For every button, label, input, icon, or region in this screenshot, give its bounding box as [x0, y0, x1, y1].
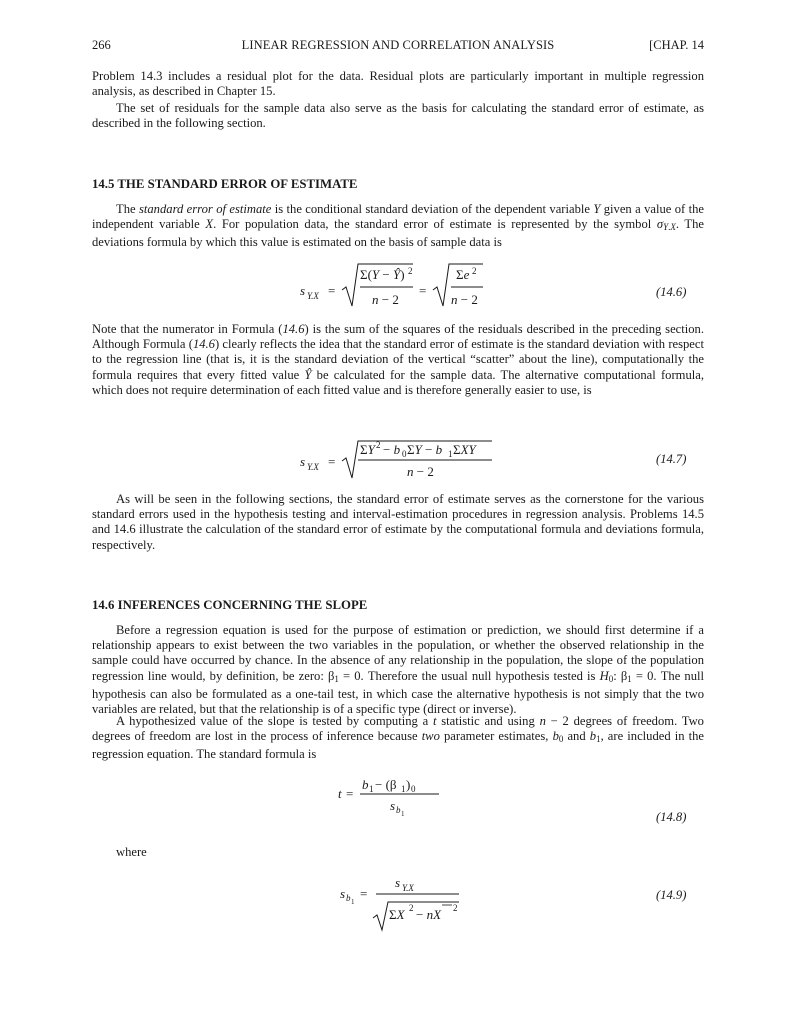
section-14-5-paragraph-3: As will be seen in the following sections, the standard error of estimate serves as the cornerstone for the various standard errors used in the hypothesis testing and interval-estimation procedures in regression analysis. Problems 14.5 and 14.6 illustrate the calculation of the standard error of estimate by the computational formula and deviations formula, respectively.: [92, 492, 704, 552]
intro-paragraph-2: The set of residuals for the sample data also serve as the basis for calculating the standard error of estimate, as described in the following section.: [92, 101, 704, 131]
svg-text:2: 2: [409, 903, 414, 913]
chapter-label: [CHAP. 14: [649, 38, 704, 52]
where-label: where: [116, 845, 147, 859]
running-title: LINEAR REGRESSION AND CORRELATION ANALYSIS: [241, 38, 555, 52]
svg-text:=: =: [419, 283, 427, 298]
svg-text:1: 1: [401, 810, 405, 818]
svg-text:b: b: [362, 777, 369, 792]
svg-text:n − 2: n − 2: [407, 464, 434, 479]
svg-text:Y.X: Y.X: [402, 883, 414, 893]
svg-text:Σe: Σe: [456, 267, 470, 282]
svg-text:1: 1: [448, 449, 453, 459]
section-14-5-paragraph-1: The standard error of estimate is the conditional standard deviation of the dependent variable Y given a value of the independent variable X. For population data, the standard error of estimate is represented by the symbol $\sigma_{Y.X}$. The deviations formula by which this value is estimated on the basis of sample data is: [92, 202, 704, 250]
svg-text:0: 0: [411, 784, 416, 794]
svg-text:ΣXY: ΣXY: [453, 442, 476, 457]
svg-text:2: 2: [376, 440, 381, 450]
equation-number-14-6: (14.6): [656, 285, 687, 299]
svg-text:Σ(Y − Ŷ): Σ(Y − Ŷ): [360, 267, 405, 282]
equation-14-7: [300, 436, 520, 484]
section-14-5-paragraph-2: Note that the numerator in Formula (14.6) is the sum of the squares of the residuals described in the preceding section. Although Formula (14.6) clearly reflects the idea that the standard error of estimate is the standard deviation with respect to the regression line (that is, it is the standard deviation of the vertical “scatter” about the line), computationally the formula requires that every fitted value Ŷ be calculated for the sample data. The alternative computational formula, which does not require determination of each fitted value and is therefore generally easier to use, is: [92, 322, 704, 397]
section-14-6-paragraph-2: A hypothesized value of the slope is tested by computing a t statistic and using n − 2 degrees of freedom. Two degrees of freedom are lost in the process of inference because two parameter estimates, $b_0$ and $b_1$, are included in the regression equation. The standard formula is: [92, 714, 705, 762]
svg-text:=: =: [328, 283, 336, 298]
page-number: 266: [92, 38, 111, 52]
svg-text:s: s: [300, 454, 306, 469]
equation-14-6: [300, 258, 500, 314]
svg-text:b: b: [396, 805, 401, 815]
svg-text:Y.X: Y.X: [307, 462, 319, 472]
running-header: [92, 38, 704, 56]
svg-text:n − 2: n − 2: [451, 292, 478, 307]
svg-text:1: 1: [351, 898, 355, 906]
svg-text:=: =: [360, 886, 368, 901]
section-heading-14-6: 14.6 INFERENCES CONCERNING THE SLOPE: [92, 598, 368, 612]
svg-text:ΣY: ΣY: [360, 442, 375, 457]
equation-14-9: [340, 872, 480, 934]
svg-text:s: s: [390, 798, 396, 813]
svg-text:ΣY − b: ΣY − b: [407, 442, 443, 457]
equation-number-14-8: (14.8): [656, 810, 687, 824]
equation-14-8: [338, 770, 468, 824]
svg-text:1: 1: [369, 784, 374, 794]
section-heading-14-5: 14.5 THE STANDARD ERROR OF ESTIMATE: [92, 177, 358, 191]
svg-text:=: =: [328, 454, 336, 469]
svg-text:0: 0: [402, 449, 407, 459]
intro-paragraph-1: Problem 14.3 includes a residual plot for the data. Residual plots are particularly important in multiple regression analysis, as described in Chapter 15.: [92, 69, 704, 99]
svg-text:1: 1: [401, 784, 406, 794]
svg-text:s: s: [340, 886, 346, 901]
section-14-6-paragraph-1: Before a regression equation is used for the purpose of estimation or prediction, we should first determine if a relationship appears to exist between the two variables in the population, or whether the observed relationship in the sample could have occurred by chance. In the absence of any relationship in the population, the slope of the population regression line would, by definition, be zero: $\beta_1 = 0$. Therefore the usual null hypothesis tested is $H_0$: $\beta_1 = 0$. The null hypothesis can also be formulated as a one-tail test, in which case the alternative hypothesis is not simply that the two variables are related, but that the relationship is of a specific type (direct or inverse).: [92, 623, 705, 717]
svg-text:s: s: [300, 283, 306, 298]
svg-text:2: 2: [453, 903, 458, 913]
svg-text:b: b: [346, 893, 351, 903]
svg-text:− b: − b: [383, 442, 401, 457]
svg-text:ΣX: ΣX: [389, 907, 405, 922]
svg-text:n − 2: n − 2: [372, 292, 399, 307]
svg-text:− (β: − (β: [375, 777, 397, 792]
svg-text:− nX: − nX: [416, 907, 442, 922]
equation-number-14-9: (14.9): [656, 888, 687, 902]
svg-text:s: s: [395, 875, 401, 890]
svg-text:t: t: [338, 786, 342, 801]
svg-text:Y.X: Y.X: [307, 291, 319, 301]
svg-text:2: 2: [408, 266, 413, 276]
svg-text:): ): [406, 777, 411, 792]
svg-text:=: =: [346, 786, 354, 801]
equation-number-14-7: (14.7): [656, 452, 687, 466]
svg-text:2: 2: [472, 266, 477, 276]
